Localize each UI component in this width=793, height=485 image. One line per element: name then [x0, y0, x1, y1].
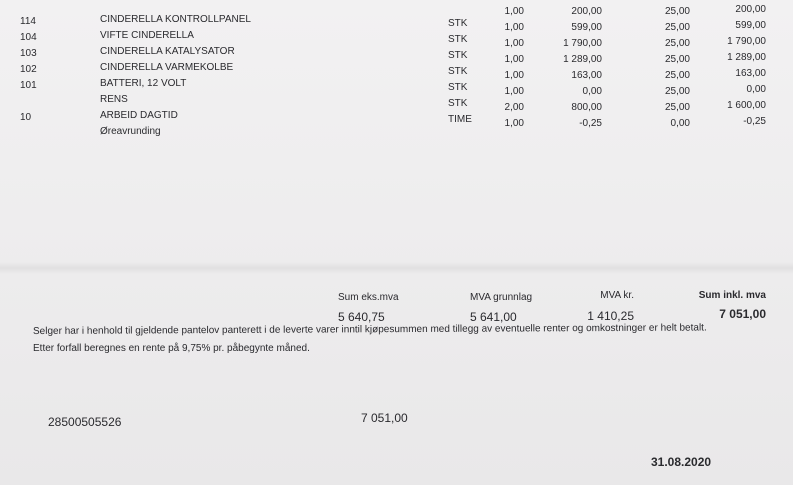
line-item-vat: 25,00	[664, 102, 690, 113]
line-item-qty: 1,00	[504, 86, 524, 97]
line-item-sum: 599,00	[735, 20, 766, 31]
sum-ex-label: Sum eks.mva	[338, 292, 399, 303]
line-item-vat: 25,00	[664, 70, 690, 81]
line-item-nr: 104	[20, 32, 37, 43]
line-item-price: 800,00	[571, 102, 602, 113]
line-item-sum: 1 600,00	[727, 100, 766, 111]
mva-base-label: MVA grunnlag	[470, 292, 533, 303]
line-item-desc: CINDERELLA VARMEKOLBE	[100, 62, 234, 73]
line-item-unit: STK	[448, 18, 468, 29]
line-item-qty: 1,00	[504, 6, 524, 17]
line-item-vat: 25,00	[664, 22, 690, 33]
line-item-price: 0,00	[582, 86, 602, 97]
mva-base-value: 5 641,00	[470, 310, 517, 324]
line-item-qty: 1,00	[504, 38, 524, 49]
line-item-nr: 102	[20, 64, 37, 75]
line-item-unit: STK	[448, 82, 468, 93]
line-item-unit: STK	[448, 66, 468, 77]
terms-line-2: Etter forfall beregnes en rente på 9,75% pr. påbegynte måned.	[33, 343, 310, 354]
line-item-desc: CINDERELLA KONTROLLPANEL	[100, 14, 251, 25]
terms-line-1: Selger har i henhold til gjeldende pantelov panterett i de leverte varer inntil kjøpesummen med tillegg av eventuelle renter og omkostninger er helt betalt.	[32, 322, 707, 337]
line-item-desc: CINDERELLA KATALYSATOR	[100, 46, 235, 57]
line-item-sum: 1 790,00	[727, 36, 766, 47]
line-item-price: 1 289,00	[563, 54, 602, 65]
paper-fold	[0, 262, 793, 274]
line-item-price: 1 790,00	[563, 38, 602, 49]
line-item-sum: -0,25	[743, 116, 766, 127]
line-item-vat: 0,00	[670, 118, 690, 129]
line-item-unit: STK	[448, 34, 468, 45]
mva-kr-label: MVA kr.	[600, 290, 634, 301]
line-item-sum: 0,00	[746, 84, 766, 95]
line-item-vat: 25,00	[664, 86, 690, 97]
line-item-sum: 163,00	[735, 68, 766, 79]
line-item-nr: 101	[20, 80, 37, 91]
line-item-qty: 1,00	[504, 54, 524, 65]
line-item-price: 163,00	[571, 70, 602, 81]
line-item-price: 200,00	[571, 6, 602, 17]
line-item-price: -0,25	[579, 118, 602, 129]
sum-incl-label: Sum inkl. mva	[698, 290, 766, 301]
line-item-unit: STK	[448, 50, 468, 61]
line-item-sum: 1 289,00	[727, 52, 766, 63]
sum-incl-value: 7 051,00	[719, 307, 766, 321]
line-item-desc: Øreavrunding	[100, 126, 161, 137]
sum-ex-value: 5 640,75	[338, 310, 385, 324]
line-item-qty: 1,00	[504, 118, 524, 129]
line-item-desc: RENS	[100, 94, 128, 105]
line-item-nr: 114	[20, 16, 36, 27]
line-item-desc: ARBEID DAGTID	[100, 110, 178, 121]
line-item-desc: VIFTE CINDERELLA	[100, 30, 194, 41]
line-item-price: 599,00	[571, 22, 602, 33]
line-item-unit: STK	[448, 98, 468, 109]
line-item-unit: TIME	[448, 114, 472, 125]
line-item-vat: 25,00	[664, 6, 690, 17]
account-number: 28500505526	[48, 415, 122, 429]
line-item-nr: 10	[20, 112, 32, 123]
line-item-desc: BATTERI, 12 VOLT	[100, 78, 187, 89]
payment-amount: 7 051,00	[361, 411, 408, 425]
line-item-nr: 103	[20, 48, 37, 59]
line-item-qty: 1,00	[504, 22, 524, 33]
line-item-vat: 25,00	[664, 54, 690, 65]
due-date: 31.08.2020	[651, 455, 712, 469]
mva-kr-value: 1 410,25	[587, 309, 634, 323]
line-item-qty: 1,00	[504, 70, 524, 81]
line-item-vat: 25,00	[664, 38, 690, 49]
line-item-sum: 200,00	[735, 4, 766, 15]
line-item-qty: 2,00	[504, 102, 524, 113]
